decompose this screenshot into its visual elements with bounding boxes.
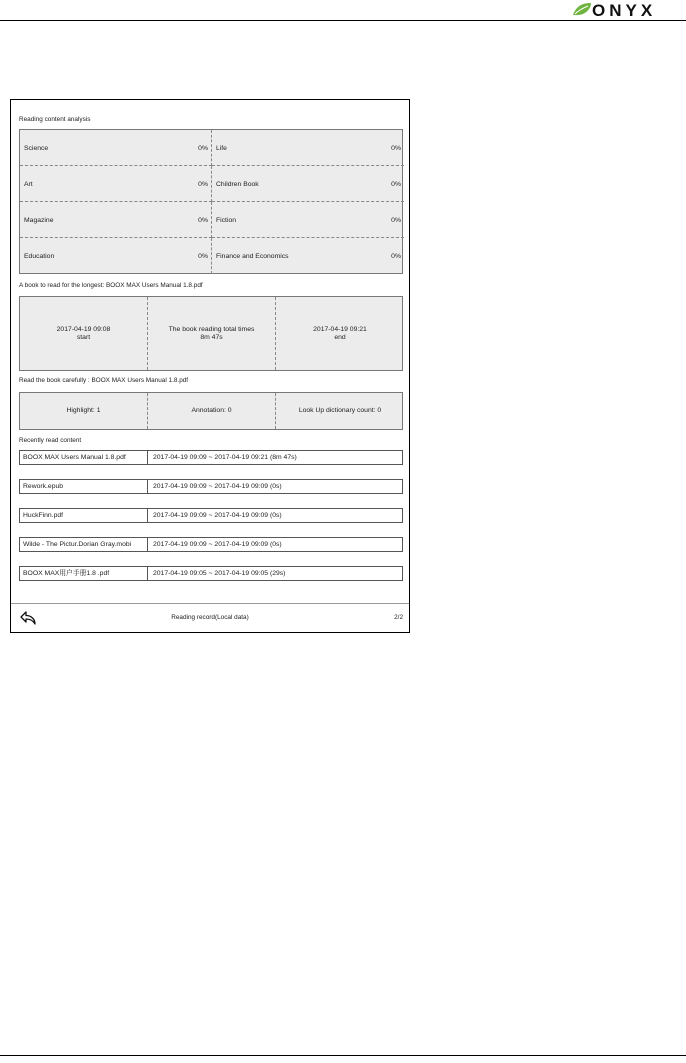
carefully-read-title: Read the book carefully : BOOX MAX Users Manual 1.8.pdf: [19, 377, 189, 384]
recent-item[interactable]: [19, 508, 403, 523]
category-name: Education: [24, 253, 55, 260]
recent-item-time: 2017-04-19 09:09 ~ 2017-04-19 09:09 (0s): [153, 541, 282, 548]
total-time-cell: [148, 297, 276, 370]
category-percent: 0%: [198, 145, 208, 152]
recent-item-name: BOOX MAX用户手册1.8 .pdf: [20, 567, 148, 580]
recent-item-time: 2017-04-19 09:09 ~ 2017-04-19 09:21 (8m 47s): [153, 454, 297, 461]
start-label: start: [76, 333, 91, 341]
category-cell: [212, 202, 404, 238]
recent-item-name: Rework.epub: [20, 480, 148, 493]
category-cell: [20, 202, 212, 238]
annotation-count: Annotation: 0: [148, 393, 276, 429]
recent-title: Recently read content: [19, 437, 82, 444]
category-analysis-grid: [19, 129, 403, 274]
category-cell: [212, 238, 404, 274]
category-name: Life: [216, 145, 227, 152]
recent-item[interactable]: [19, 566, 403, 581]
recent-item[interactable]: [19, 479, 403, 494]
end-label: end: [334, 333, 346, 341]
end-time-cell: [276, 297, 404, 370]
category-cell: [212, 166, 404, 202]
category-percent: 0%: [391, 145, 401, 152]
recent-item-name: BOOX MAX Users Manual 1.8.pdf: [20, 451, 148, 464]
category-name: Finance and Economics: [216, 253, 289, 260]
bottom-bar: [11, 603, 409, 632]
document-header-rule: [0, 20, 686, 21]
category-percent: 0%: [391, 181, 401, 188]
category-name: Fiction: [216, 217, 237, 224]
category-name: Children Book: [216, 181, 259, 188]
device-screen-frame: [10, 99, 410, 633]
document-footer-rule: [0, 1055, 686, 1056]
category-percent: 0%: [198, 253, 208, 260]
longest-book-title: A book to read for the longest: BOOX MAX Users Manual 1.8.pdf: [19, 282, 203, 289]
category-name: Science: [24, 145, 49, 152]
category-cell: [20, 166, 212, 202]
category-cell: [212, 130, 404, 166]
category-percent: 0%: [391, 217, 401, 224]
onyx-logo: [571, 0, 683, 19]
recent-item-name: Wilde - The Pictur.Dorian Gray.mobi: [20, 538, 148, 551]
recent-item-time: 2017-04-19 09:09 ~ 2017-04-19 09:09 (0s): [153, 483, 282, 490]
total-time-value: 8m 47s: [200, 333, 223, 341]
longest-book-stats: [19, 296, 403, 371]
recent-item[interactable]: [19, 537, 403, 552]
reading-record-screen: [11, 100, 409, 632]
category-cell: [20, 130, 212, 166]
recent-item[interactable]: [19, 450, 403, 465]
highlight-count: Highlight: 1: [20, 393, 148, 429]
category-cell: [20, 238, 212, 274]
page-indicator: 2/2: [394, 614, 403, 621]
start-time-cell: [20, 297, 148, 370]
total-time-label: The book reading total times: [168, 325, 255, 333]
recent-item-name: HuckFinn.pdf: [20, 509, 148, 522]
recent-item-time: 2017-04-19 09:09 ~ 2017-04-19 09:09 (0s): [153, 512, 282, 519]
lookup-count: Look Up dictionary count: 0: [298, 407, 382, 414]
category-percent: 0%: [198, 181, 208, 188]
screen-title: Reading record(Local data): [171, 614, 249, 621]
category-percent: 0%: [198, 217, 208, 224]
category-percent: 0%: [391, 253, 401, 260]
start-time: 2017-04-19 09:08: [56, 325, 111, 333]
carefully-read-stats: [19, 392, 403, 430]
category-name: Magazine: [24, 217, 54, 224]
end-time: 2017-04-19 09:21: [313, 325, 367, 333]
recent-item-time: 2017-04-19 09:05 ~ 2017-04-19 09:05 (29s): [153, 570, 286, 577]
analysis-title: Reading content analysis: [19, 116, 91, 123]
svg-text:ONYX: ONYX: [592, 1, 657, 19]
category-name: Art: [24, 181, 33, 188]
